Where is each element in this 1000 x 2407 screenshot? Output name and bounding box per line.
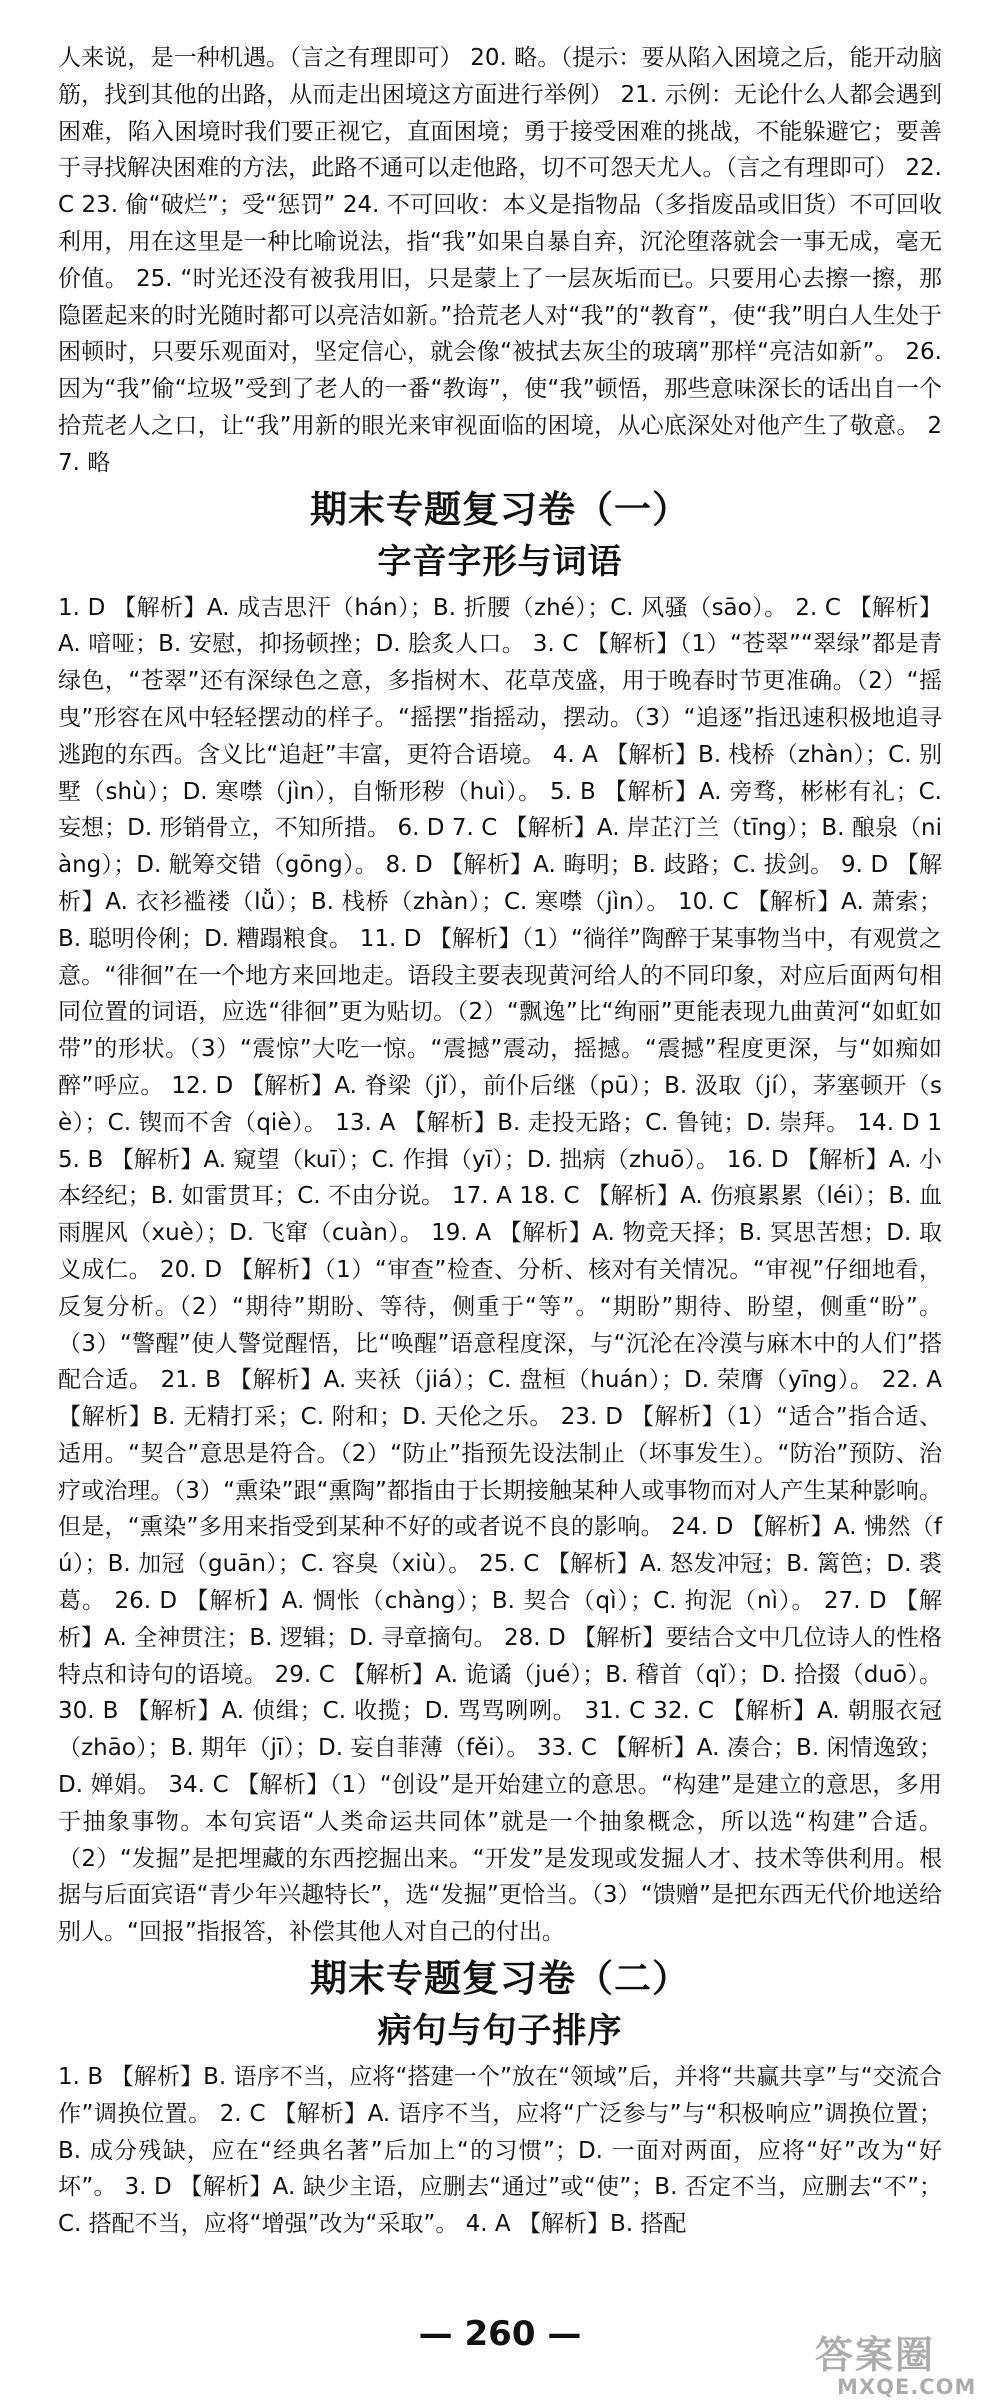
page-content: [58, 40, 942, 2243]
answer-paragraph-continued: 人来说，是一种机遇。（言之有理即可） 20. 略。（提示：要从陷入困境之后，能开动脑筋，找到其他的出路，从而走出困境这方面进行举例） 21. 示例：无论什么人都会遇到困难，陷入困境时我们要正视它，直面困境；勇于接受困难的挑战，不能躲避它；要善于寻找解决困难的方法，此路不通可以走他路，切不可怨天尤人。（言之有理即可） 22. C 23. 偷“破烂”；受“惩罚” 24. 不可回收：本义是指物品（多指废品或旧货）不可回收利用，用在这里是一种比喻说法，指“我”如果自暴自弃，沉沦堕落就会一事无成，毫无价值。 25. “时光还没有被我用旧，只是蒙上了一层灰垢而已。只要用心去擦一擦，那隐匿起来的时光随时都可以亮洁如新。”拾荒老人对“我”的“教育”，使“我”明白人生处于困顿时，只要乐观面对，坚定信心，就会像“被拭去灰尘的玻璃”那样“亮洁如新”。 26. 因为“我”偷“垃圾”受到了老人的一番“教诲”，使“我”顿悟，那些意味深长的话出自一个拾荒老人之口，让“我”用新的眼光来审视面临的困境，从心底深处对他产生了敬意。 27. 略: [58, 45, 942, 476]
section-title-final-review-2: 期末专题复习卷（二）: [310, 1956, 690, 2001]
watermark-icon: [815, 2330, 990, 2400]
section-subtitle-sentences: 病句与句子排序: [377, 2011, 623, 2052]
answer-paragraph-review-2: 1. B 【解析】B. 语序不当，应将“搭建一个”放在“领域”后，并将“共赢共享”与“交流合作”调换位置。 2. C 【解析】A. 语序不当，应将“广泛参与”与“积极响应”调换位置；B. 成分残缺，应在“经典名著”后加上“的习惯”；D. 一面对两面，应将“好”改为“好坏”。 3. D 【解析】A. 缺少主语，应删去“通过”或“使”；B. 否定不当，应删去“不”；C. 搭配不当，应将“增强”改为“采取”。 4. A 【解析】B. 搭配: [58, 2064, 942, 2238]
watermark-url-text: MXQE.COM: [837, 2375, 977, 2399]
section-subtitle-pronunciation: 字音字形与词语: [377, 541, 623, 582]
page-number: — 260 —: [418, 2314, 582, 2354]
watermark-main-text: 答案圈: [815, 2332, 936, 2377]
answer-paragraph-review-1: 1. D 【解析】A. 成吉思汗（hán）；B. 折腰（zhé）；C. 风骚（sāo）。 2. C 【解析】A. 喑哑；B. 安慰，抑扬顿挫；D. 脍炙人口。 3. C 【解析】（1）“苍翠”“翠绿”都是青绿色，“苍翠”还有深绿色之意，多指树木、花草茂盛，用于晚春时节更准确。（2）“摇曳”形容在风中轻轻摆动的样子。“摇摆”指摇动，摆动。（3）“追逐”指迅速积极地追寻逃跑的东西。含义比“追赶”丰富，更符合语境。 4. A 【解析】B. 栈桥（zhàn）；C. 别墅（shù）；D. 寒噤（jìn），自惭形秽（huì）。 5. B 【解析】A. 旁骛，彬彬有礼；C. 妄想；D. 形销骨立，不知所措。 6. D 7. C 【解析】A. 岸芷汀兰（tīng）；B. 酿泉（niàng）；D. 觥筹交错（gōng）。 8. D 【解析】A. 晦明；B. 歧路；C. 拔剑。 9. D 【解析】A. 衣衫褴褛（lǚ）；B. 栈桥（zhàn）；C. 寒噤（jìn）。 10. C 【解析】A. 萧索；B. 聪明伶俐；D. 糟蹋粮食。 11. D 【解析】（1）“徜徉”陶醉于某事物当中，有观赏之意。“徘徊”在一个地方来回地走。语段主要表现黄河给人的不同印象，对应后面两句相同位置的词语，应选“徘徊”更为贴切。（2）“飘逸”比“绚丽”更能表现九曲黄河“如虹如带”的形状。（3）“震惊”大吃一惊。“震撼”震动，摇撼。“震撼”程度更深，与“如痴如醉”呼应。 12. D 【解析】A. 脊梁（jǐ），前仆后继（pū）；B. 汲取（jí），茅塞顿开（sè）；C. 锲而不舍（qiè）。 13. A 【解析】B. 走投无路；C. 鲁钝；D. 崇拜。 14. D 15. B 【解析】A. 窥望（kuī）；C. 作揖（yī）；D. 拙病（zhuō）。 16. D 【解析】A. 小本经纪；B. 如雷贯耳；C. 不由分说。 17. A 18. C 【解析】A. 伤痕累累（léi）；B. 血雨腥风（xuè）；D. 飞窜（cuàn）。 19. A 【解析】A. 物竞天择；B. 冥思苦想；D. 取义成仁。 20. D 【解析】（1）“审查”检查、分析、核对有关情况。“审视”仔细地看，反复分析。（2）“期待”期盼、等待，侧重于“等”。“期盼”期待、盼望，侧重“盼”。（3）“警醒”使人警觉醒悟，比“唤醒”语意程度深，与“沉沦在冷漠与麻木中的人们”搭配合适。 21. B 【解析】A. 夹袄（jiá）；C. 盘桓（huán）；D. 荣膺（yīng）。 22. A 【解析】B. 无精打采；C. 附和；D. 天伦之乐。 23. D 【解析】（1）“适合”指合适、适用。“契合”意思是符合。（2）“防止”指预先设法制止（坏事发生）。“防治”预防、治疗或治理。（3）“熏染”跟“熏陶”都指由于长期接触某种人或事物而对人产生某种影响。但是，“熏染”多用来指受到某种不好的或者说不良的影响。 24. D 【解析】A. 怫然（fú）；B. 加冠（guān）；C. 容臭（xiù）。 25. C 【解析】A. 怒发冲冠；B. 篱笆；D. 裘葛。 26. D 【解析】A. 惆怅（chàng）；B. 契合（qì）；C. 拘泥（nì）。 27. D 【解析】A. 全神贯注；B. 逻辑；D. 寻章摘句。 28. D 【解析】要结合文中几位诗人的性格特点和诗句的语境。 29. C 【解析】A. 诡谲（jué）；B. 稽首（qǐ）；D. 拾掇（duō）。 30. B 【解析】A. 侦缉；C. 收揽；D. 骂骂咧咧。 31. C 32. C 【解析】A. 朝服衣冠（zhāo）；B. 期年（jī）；D. 妄自菲薄（fěi）。 33. C 【解析】A. 凑合；B. 闲情逸致；D. 婵娟。 34. C 【解析】（1）“创设”是开始建立的意思。“构建”是建立的意思，多用于抽象事物。本句宾语“人类命运共同体”就是一个抽象概念，所以选“构建”合适。（2）“发掘”是把埋藏的东西挖掘出来。“开发”是发现或发掘人才、技术等供利用。根据与后面宾语“青少年兴趣特长”，选“发掘”更恰当。（3）“馈赠”是把东西无代价地送给别人。“回报”指报答，补偿其他人对自己的付出。: [58, 594, 942, 1946]
section-title-final-review-1: 期末专题复习卷（一）: [310, 486, 690, 531]
watermark-logo: [815, 2330, 990, 2400]
